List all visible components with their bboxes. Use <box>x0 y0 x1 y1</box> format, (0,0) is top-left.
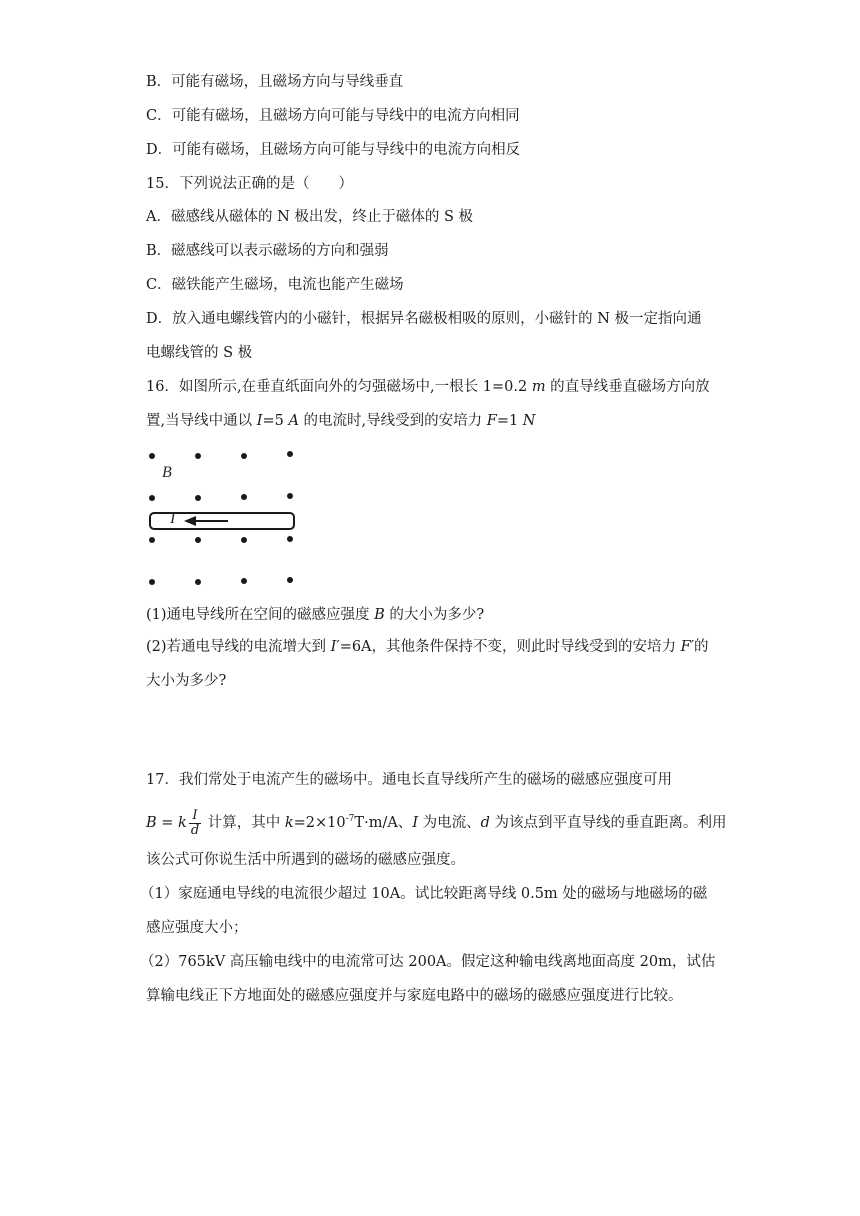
q16-stem-line1: 16．如图所示,在垂直纸面向外的匀强磁场中,一根长 1=0.2 m 的直导线垂直磁场方向放 <box>146 379 710 395</box>
formula-lhs: B = k <box>146 815 187 831</box>
q14-option-b: B．可能有磁场，且磁场方向与导线垂直 <box>146 74 404 90</box>
q17-stem-line2: B = k $\frac{I}{d}$ 计算，其中 $k=2\times 10^{-7}T\cdot m/A$、I 为电流、d 为该点到平直导线的垂直距离。利用 <box>146 807 727 838</box>
q14-option-d: D．可能有磁场，且磁场方向可能与导线中的电流方向相反 <box>146 142 521 158</box>
q17-stem-line3: 该公式可你说生活中所遇到的磁场的磁感应强度。 <box>146 852 465 868</box>
q17-sub2-line1: （2）765kV 高压输电线中的电流常可达 200A。假定这种输电线离地面高度 20m，试估 <box>140 954 716 970</box>
q16-sub2-line1: (2)若通电导线的电流增大到 I′=6A，其他条件保持不变，则此时导线受到的安培力 F′的 <box>146 639 709 655</box>
magnetic-field-figure <box>146 446 302 592</box>
q16-sub2-line2: 大小为多少? <box>146 673 227 689</box>
q15-option-d-line1: D．放入通电螺线管内的小磁针，根据异名磁极相吸的原则，小磁针的 N 极一定指向通 <box>146 311 702 327</box>
q15-option-b: B．磁感线可以表示磁场的方向和强弱 <box>146 243 389 259</box>
q17-sub2-line2: 算输电线正下方地面处的磁感应强度并与家庭电路中的磁场的磁感应强度进行比较。 <box>146 988 683 1004</box>
current-label-i: I <box>170 510 176 527</box>
q16-sub1: (1)通电导线所在空间的磁感应强度 B 的大小为多少? <box>146 607 485 623</box>
q15-option-a: A．磁感线从磁体的 N 极出发，终止于磁体的 S 极 <box>146 209 474 225</box>
q17-stem-line1: 17．我们常处于电流产生的磁场中。通电长直导线所产生的磁场的磁感应强度可用 <box>146 772 672 788</box>
formula-fraction: $\frac{I}{d}$ <box>190 807 200 838</box>
q16-stem-line2: 置,当导线中通以 I=5 A 的电流时,导线受到的安培力 F=1 N <box>146 413 536 429</box>
q17-sub1-line1: （1）家庭通电导线的电流很少超过 10A。试比较距离导线 0.5m 处的磁场与地磁场的磁 <box>140 886 708 902</box>
q15-option-c: C．磁铁能产生磁场，电流也能产生磁场 <box>146 277 404 293</box>
q15-stem: 15．下列说法正确的是（ ） <box>146 176 353 192</box>
q14-option-c: C．可能有磁场，且磁场方向可能与导线中的电流方向相同 <box>146 108 520 124</box>
q15-option-d-line2: 电螺线管的 S 极 <box>146 345 253 361</box>
field-label-b: B <box>162 464 172 481</box>
current-arrow-head <box>184 516 196 526</box>
q17-sub1-line2: 感应强度大小； <box>146 920 248 936</box>
